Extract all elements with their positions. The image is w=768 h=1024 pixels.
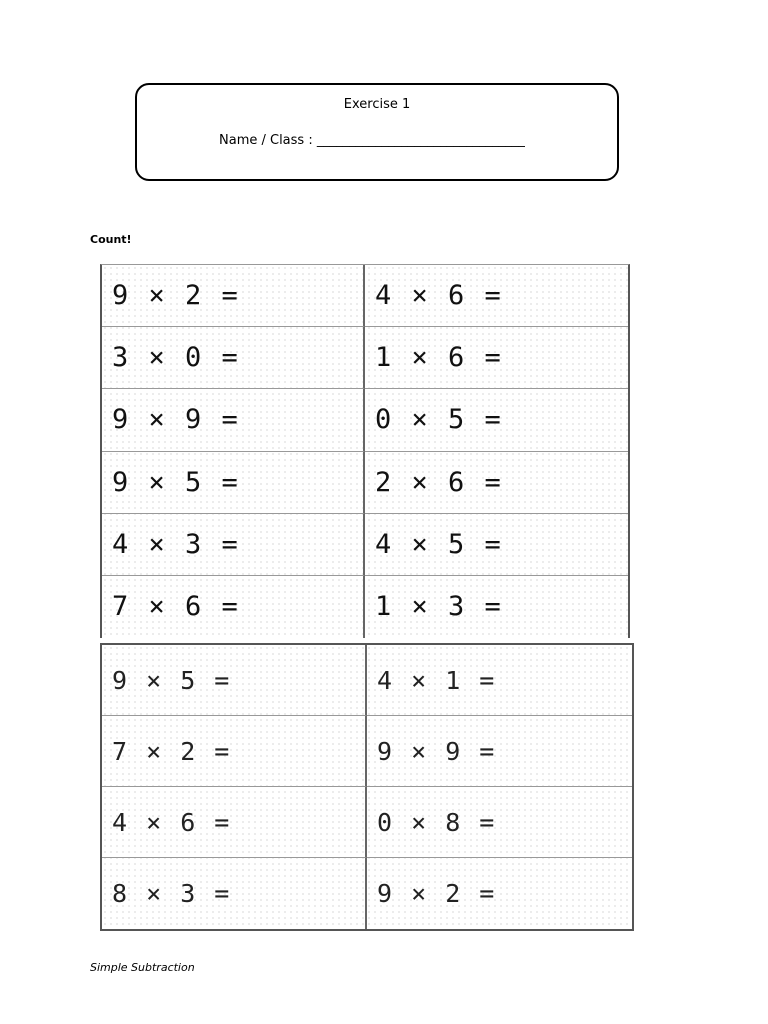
- problem-cell: 9 × 9 =: [367, 716, 632, 787]
- problem-cell: 0 × 5 =: [365, 389, 628, 451]
- problem-cell: 7 × 6 =: [102, 576, 365, 638]
- problem-cell: 9 × 5 =: [102, 645, 367, 716]
- problem-cell: 1 × 6 =: [365, 327, 628, 389]
- exercise-header-box: [135, 83, 619, 181]
- name-class-field: Name / Class : ________________________________: [219, 133, 525, 148]
- exercise-title: Exercise 1: [343, 97, 411, 112]
- problem-cell: 4 × 5 =: [365, 514, 628, 576]
- problem-cell: 3 × 0 =: [102, 327, 365, 389]
- problem-cell: 4 × 1 =: [367, 645, 632, 716]
- problem-cell: 7 × 2 =: [102, 716, 367, 787]
- problem-cell: 9 × 5 =: [102, 452, 365, 514]
- problem-cell: 9 × 2 =: [377, 879, 497, 908]
- problem-cell: 1 × 3 =: [375, 591, 503, 623]
- instruction-label: Count!: [90, 233, 132, 246]
- problem-cell: 2 × 6 =: [365, 452, 628, 514]
- problem-cell: 4 × 3 =: [102, 514, 365, 576]
- multiplication-table-bottom: [100, 643, 634, 931]
- problem-cell: 9 × 2 =: [102, 265, 365, 327]
- footer-caption: Simple Subtraction: [90, 961, 195, 974]
- problem-cell: 9 × 9 =: [102, 389, 365, 451]
- problem-cell: 8 × 3 =: [102, 858, 367, 929]
- problem-cell: 4 × 6 =: [365, 265, 628, 327]
- multiplication-table-top: [100, 264, 630, 638]
- problem-cell: 4 × 6 =: [102, 787, 367, 858]
- problem-cell: 0 × 8 =: [367, 787, 632, 858]
